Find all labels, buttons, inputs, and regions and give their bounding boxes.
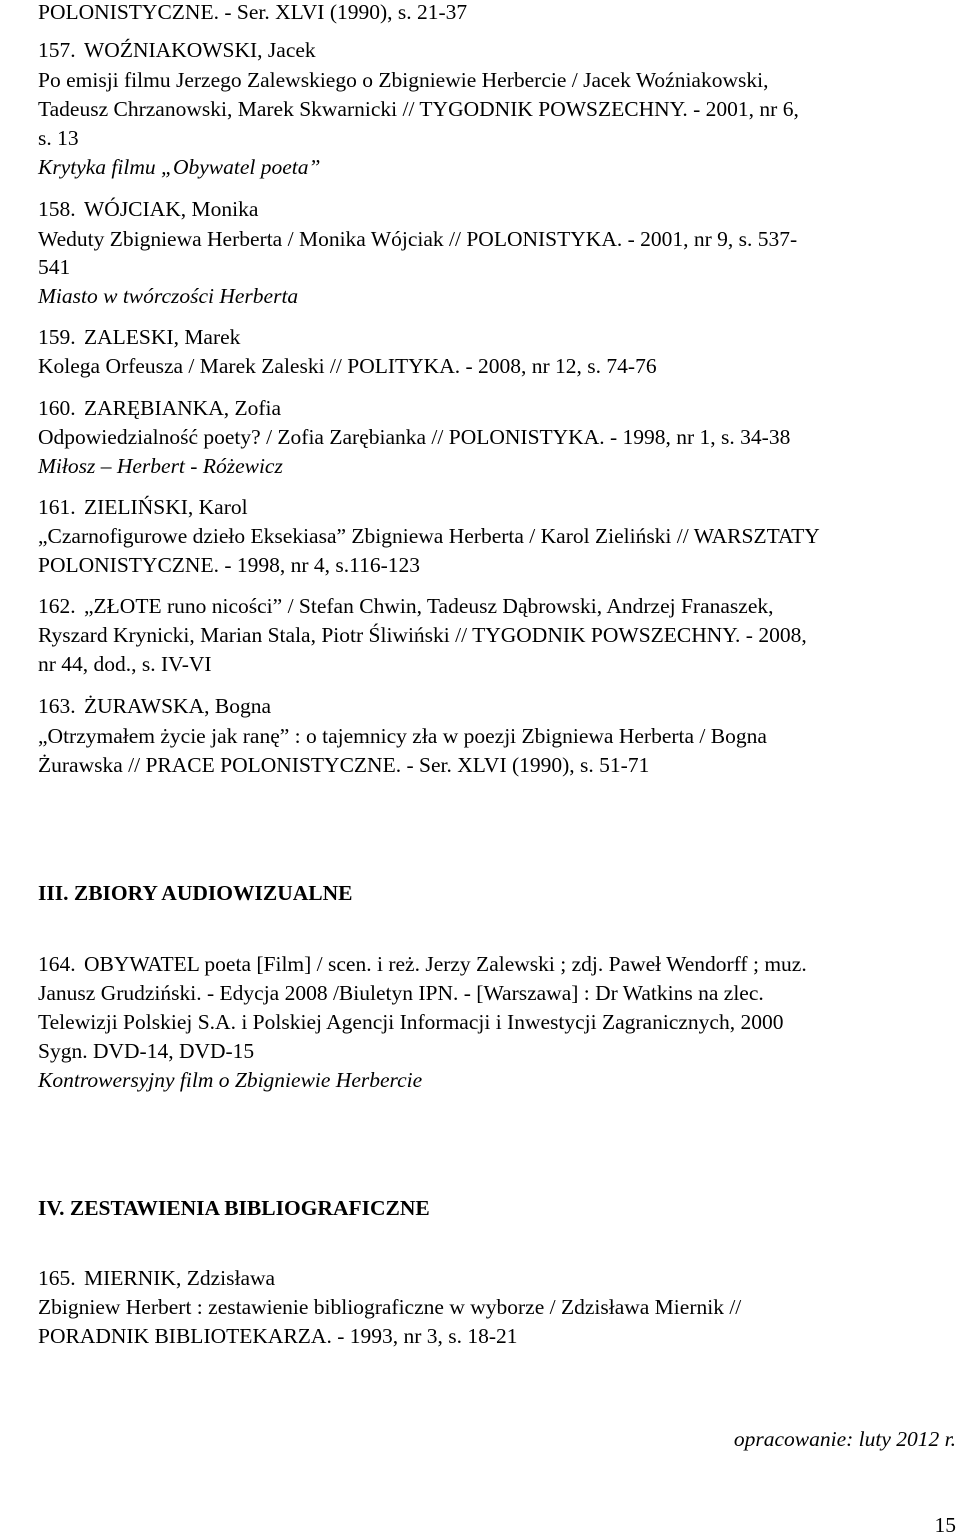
entry-author: ŻURAWSKA, Bogna bbox=[84, 694, 271, 718]
section-heading-audiovisual: III. ZBIORY AUDIOWIZUALNE bbox=[38, 881, 353, 905]
entry-line: Janusz Grudziński. - Edycja 2008 /Biuletyn IPN. - [Warszawa] : Dr Watkins na zlec. bbox=[38, 981, 764, 1005]
entry-note: Kontrowersyjny film o Zbigniewie Herbercie bbox=[38, 1068, 423, 1092]
entry-number: 158. bbox=[38, 197, 76, 221]
entry-author: OBYWATEL poeta [Film] / scen. i reż. Jerzy Zalewski ; zdj. Paweł Wendorff ; muz. bbox=[84, 952, 807, 976]
entry-author: „ZŁOTE runo nicości” / Stefan Chwin, Tadeusz Dąbrowski, Andrzej Franaszek, bbox=[84, 594, 774, 618]
section-heading-bibliographies: IV. ZESTAWIENIA BIBLIOGRAFICZNE bbox=[38, 1196, 430, 1220]
entry-author: WÓJCIAK, Monika bbox=[84, 197, 259, 221]
entry-line: Zbigniew Herbert : zestawienie bibliograficzne w wyborze / Zdzisława Miernik // bbox=[38, 1295, 742, 1319]
entry-author: ZIELIŃSKI, Karol bbox=[84, 495, 248, 519]
entry-line: Tadeusz Chrzanowski, Marek Skwarnicki // TYGODNIK POWSZECHNY. - 2001, nr 6, bbox=[38, 97, 799, 121]
entry-number: 165. bbox=[38, 1266, 76, 1290]
entry-author: ZARĘBIANKA, Zofia bbox=[84, 396, 282, 420]
entry-note: Miłosz – Herbert - Różewicz bbox=[38, 454, 283, 478]
entry-line: Po emisji filmu Jerzego Zalewskiego o Zbigniewie Herbercie / Jacek Woźniakowski, bbox=[38, 68, 769, 92]
entry-author: WOŹNIAKOWSKI, Jacek bbox=[84, 38, 316, 62]
entry-line: Weduty Zbigniewa Herberta / Monika Wójciak // POLONISTYKA. - 2001, nr 9, s. 537- bbox=[38, 227, 798, 251]
entry-line: PORADNIK BIBLIOTEKARZA. - 1993, nr 3, s. 18-21 bbox=[38, 1324, 518, 1348]
continued-citation: POLONISTYCZNE. - Ser. XLVI (1990), s. 21-37 bbox=[38, 0, 468, 24]
entry-number: 163. bbox=[38, 694, 76, 718]
entry-line: POLONISTYCZNE. - 1998, nr 4, s.116-123 bbox=[38, 553, 421, 577]
entry-number: 159. bbox=[38, 325, 76, 349]
entry-line: 541 bbox=[38, 255, 71, 279]
entry-note: Krytyka filmu „Obywatel poeta” bbox=[38, 155, 321, 179]
entry-number: 161. bbox=[38, 495, 76, 519]
entry-line: Żurawska // PRACE POLONISTYCZNE. - Ser. XLVI (1990), s. 51-71 bbox=[38, 753, 650, 777]
entry-line: Ryszard Krynicki, Marian Stala, Piotr Śliwiński // TYGODNIK POWSZECHNY. - 2008, bbox=[38, 623, 807, 647]
entry-line: Sygn. DVD-14, DVD-15 bbox=[38, 1039, 255, 1063]
entry-line: Odpowiedzialność poety? / Zofia Zarębianka // POLONISTYKA. - 1998, nr 1, s. 34-38 bbox=[38, 425, 791, 449]
entry-line: Kolega Orfeusza / Marek Zaleski // POLITYKA. - 2008, nr 12, s. 74-76 bbox=[38, 354, 657, 378]
entry-note: Miasto w twórczości Herberta bbox=[38, 284, 299, 308]
entry-line: nr 44, dod., s. IV-VI bbox=[38, 652, 212, 676]
entry-line: Telewizji Polskiej S.A. i Polskiej Agencji Informacji i Inwestycji Zagranicznych, 2000 bbox=[38, 1010, 784, 1034]
entry-number: 164. bbox=[38, 952, 76, 976]
page-number: 15 bbox=[934, 1513, 956, 1537]
entry-number: 160. bbox=[38, 396, 76, 420]
entry-line: s. 13 bbox=[38, 126, 79, 150]
compiled-date: opracowanie: luty 2012 r. bbox=[733, 1427, 956, 1451]
entry-number: 162. bbox=[38, 594, 76, 618]
entry-number: 157. bbox=[38, 38, 76, 62]
entry-line: „Otrzymałem życie jak ranę” : o tajemnicy zła w poezji Zbigniewa Herberta / Bogna bbox=[38, 724, 767, 748]
entry-author: MIERNIK, Zdzisława bbox=[84, 1266, 276, 1290]
entry-line: „Czarnofigurowe dzieło Eksekiasa” Zbigniewa Herberta / Karol Zieliński // WARSZTATY bbox=[38, 524, 820, 548]
entry-author: ZALESKI, Marek bbox=[84, 325, 241, 349]
